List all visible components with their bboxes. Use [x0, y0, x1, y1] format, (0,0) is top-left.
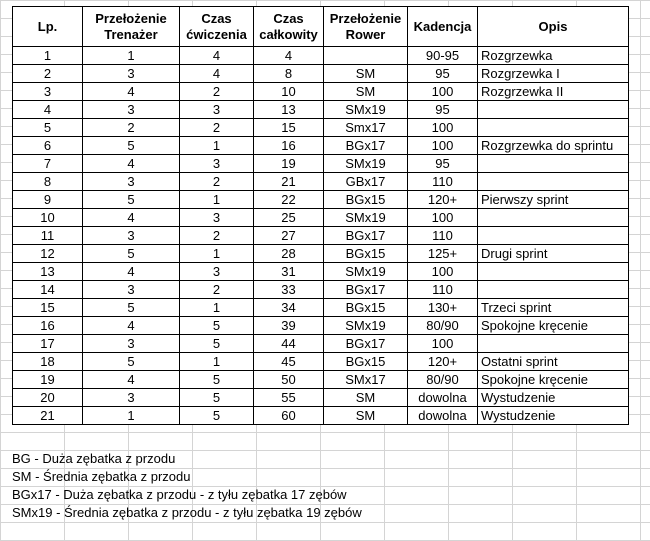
cell-kadencja[interactable]: 120+	[408, 353, 478, 371]
cell-opis[interactable]	[478, 335, 629, 353]
cell-przelozenie-trenazer[interactable]: 5	[83, 137, 180, 155]
table-row	[13, 137, 629, 155]
cell-lp[interactable]: 18	[13, 353, 83, 371]
cell-czas-calkowity[interactable]: 27	[254, 227, 324, 245]
cell-przelozenie-trenazer[interactable]: 5	[83, 245, 180, 263]
cell-czas-calkowity[interactable]: 16	[254, 137, 324, 155]
cell-przelozenie-rower[interactable]: SM	[324, 389, 408, 407]
header-line: Rower	[345, 26, 386, 42]
cell-przelozenie-trenazer[interactable]: 2	[83, 119, 180, 137]
cell-opis[interactable]: Spokojne kręcenie	[478, 371, 629, 389]
cell-czas-cwiczenia[interactable]: 5	[180, 407, 254, 425]
legend-line: BGx17 - Duża zębatka z przodu - z tyłu zębatka 17 zębów	[12, 487, 347, 502]
table-row	[13, 263, 629, 281]
cell-przelozenie-rower[interactable]: SM	[324, 83, 408, 101]
cell-lp[interactable]: 9	[13, 191, 83, 209]
cell-czas-cwiczenia[interactable]: 5	[180, 389, 254, 407]
header-lp	[13, 7, 83, 47]
cell-kadencja[interactable]: 100	[408, 119, 478, 137]
cell-kadencja[interactable]: 95	[408, 101, 478, 119]
cell-lp[interactable]: 1	[13, 47, 83, 65]
header-line: Czas	[201, 10, 232, 26]
cell-przelozenie-rower[interactable]: BGx15	[324, 245, 408, 263]
cell-przelozenie-trenazer[interactable]: 4	[83, 371, 180, 389]
table-row	[13, 371, 629, 389]
table-row	[13, 65, 629, 83]
table-row	[13, 83, 629, 101]
cell-przelozenie-rower[interactable]: Smx17	[324, 119, 408, 137]
header-kadencja	[408, 7, 478, 47]
cell-kadencja[interactable]: 110	[408, 281, 478, 299]
cell-czas-cwiczenia[interactable]: 1	[180, 137, 254, 155]
cell-opis[interactable]	[478, 119, 629, 137]
table-row	[13, 353, 629, 371]
cell-czas-calkowity[interactable]: 25	[254, 209, 324, 227]
cell-przelozenie-rower[interactable]: BGx17	[324, 281, 408, 299]
cell-lp[interactable]: 6	[13, 137, 83, 155]
cell-czas-calkowity[interactable]: 34	[254, 299, 324, 317]
cell-lp[interactable]: 13	[13, 263, 83, 281]
legend-line: SM - Średnia zębatka z przodu	[12, 469, 191, 484]
cell-opis[interactable]	[478, 173, 629, 191]
cell-lp[interactable]: 19	[13, 371, 83, 389]
table-row	[13, 155, 629, 173]
cell-czas-calkowity[interactable]: 55	[254, 389, 324, 407]
cell-kadencja[interactable]: 100	[408, 263, 478, 281]
cell-opis[interactable]: Wystudzenie	[478, 389, 629, 407]
cell-kadencja[interactable]: 100	[408, 137, 478, 155]
cell-czas-cwiczenia[interactable]: 1	[180, 191, 254, 209]
header-line: Kadencja	[413, 18, 472, 34]
cell-lp[interactable]: 17	[13, 335, 83, 353]
table-row	[13, 191, 629, 209]
cell-lp[interactable]: 10	[13, 209, 83, 227]
cell-lp[interactable]: 12	[13, 245, 83, 263]
cell-kadencja[interactable]: dowolna	[408, 407, 478, 425]
cell-opis[interactable]: Trzeci sprint	[478, 299, 629, 317]
cell-lp[interactable]: 21	[13, 407, 83, 425]
cell-przelozenie-rower[interactable]: BGx17	[324, 137, 408, 155]
cell-przelozenie-rower[interactable]: BGx15	[324, 353, 408, 371]
table-row	[13, 317, 629, 335]
cell-lp[interactable]: 8	[13, 173, 83, 191]
cell-kadencja[interactable]: 100	[408, 209, 478, 227]
header-row	[13, 7, 629, 47]
cell-przelozenie-trenazer[interactable]: 3	[83, 281, 180, 299]
cell-przelozenie-trenazer[interactable]: 1	[83, 47, 180, 65]
cell-opis[interactable]: Rozgrzewka do sprintu	[478, 137, 629, 155]
cell-przelozenie-trenazer[interactable]: 5	[83, 299, 180, 317]
cell-kadencja[interactable]: 125+	[408, 245, 478, 263]
table-row	[13, 245, 629, 263]
cell-przelozenie-rower[interactable]: SMx19	[324, 101, 408, 119]
cell-czas-calkowity[interactable]: 31	[254, 263, 324, 281]
cell-kadencja[interactable]: 130+	[408, 299, 478, 317]
cell-przelozenie-trenazer[interactable]: 5	[83, 191, 180, 209]
header-czas-calkowity	[254, 7, 324, 47]
header-line: Opis	[538, 18, 568, 34]
table-row	[13, 335, 629, 353]
table-row	[13, 389, 629, 407]
cell-czas-calkowity[interactable]: 8	[254, 65, 324, 83]
header-przelozenie-rower	[324, 7, 408, 47]
cell-opis[interactable]: Rozgrzewka	[478, 47, 629, 65]
cell-czas-cwiczenia[interactable]: 1	[180, 353, 254, 371]
cell-opis[interactable]	[478, 209, 629, 227]
legend-line: BG - Duża zębatka z przodu	[12, 451, 176, 466]
cell-lp[interactable]: 16	[13, 317, 83, 335]
cell-lp[interactable]: 7	[13, 155, 83, 173]
cell-lp[interactable]: 2	[13, 65, 83, 83]
cell-czas-calkowity[interactable]: 44	[254, 335, 324, 353]
cell-opis[interactable]: Rozgrzewka I	[478, 65, 629, 83]
cell-czas-cwiczenia[interactable]: 4	[180, 47, 254, 65]
cell-przelozenie-rower[interactable]: SM	[324, 65, 408, 83]
cell-przelozenie-trenazer[interactable]: 4	[83, 155, 180, 173]
header-line: całkowity	[259, 26, 318, 42]
table-row	[13, 47, 629, 65]
cell-kadencja[interactable]: dowolna	[408, 389, 478, 407]
cell-przelozenie-rower[interactable]: BGx17	[324, 335, 408, 353]
cell-przelozenie-trenazer[interactable]: 3	[83, 173, 180, 191]
cell-opis[interactable]	[478, 281, 629, 299]
header-przelozenie-trenazer	[83, 7, 180, 47]
cell-lp[interactable]: 15	[13, 299, 83, 317]
cell-przelozenie-rower[interactable]: GBx17	[324, 173, 408, 191]
cell-czas-cwiczenia[interactable]: 3	[180, 101, 254, 119]
cell-opis[interactable]	[478, 101, 629, 119]
table-row	[13, 299, 629, 317]
cell-przelozenie-rower[interactable]: SMx19	[324, 317, 408, 335]
header-czas-cwiczenia	[180, 7, 254, 47]
header-opis	[478, 7, 629, 47]
training-plan-table	[12, 6, 629, 425]
cell-czas-calkowity[interactable]: 13	[254, 101, 324, 119]
cell-czas-cwiczenia[interactable]: 3	[180, 209, 254, 227]
table-row	[13, 101, 629, 119]
cell-przelozenie-trenazer[interactable]: 3	[83, 335, 180, 353]
cell-czas-calkowity[interactable]: 45	[254, 353, 324, 371]
cell-kadencja[interactable]: 110	[408, 227, 478, 245]
cell-przelozenie-rower[interactable]	[324, 47, 408, 65]
cell-kadencja[interactable]: 90-95	[408, 47, 478, 65]
table-header	[13, 7, 629, 47]
cell-przelozenie-trenazer[interactable]: 3	[83, 227, 180, 245]
cell-przelozenie-rower[interactable]: BGx17	[324, 227, 408, 245]
table-row	[13, 119, 629, 137]
cell-czas-cwiczenia[interactable]: 2	[180, 83, 254, 101]
cell-kadencja[interactable]: 80/90	[408, 371, 478, 389]
cell-czas-cwiczenia[interactable]: 5	[180, 335, 254, 353]
table-row	[13, 173, 629, 191]
cell-przelozenie-trenazer[interactable]: 3	[83, 101, 180, 119]
cell-czas-calkowity[interactable]: 10	[254, 83, 324, 101]
cell-przelozenie-rower[interactable]: SMx19	[324, 263, 408, 281]
table-body	[13, 47, 629, 425]
cell-czas-cwiczenia[interactable]: 5	[180, 317, 254, 335]
cell-czas-calkowity[interactable]: 19	[254, 155, 324, 173]
header-line: Przełożenie	[329, 10, 402, 26]
cell-czas-calkowity[interactable]: 4	[254, 47, 324, 65]
cell-opis[interactable]: Pierwszy sprint	[478, 191, 629, 209]
cell-czas-cwiczenia[interactable]: 2	[180, 119, 254, 137]
cell-kadencja[interactable]: 95	[408, 155, 478, 173]
header-line: Lp.	[37, 18, 58, 34]
cell-kadencja[interactable]: 100	[408, 83, 478, 101]
cell-lp[interactable]: 11	[13, 227, 83, 245]
cell-opis[interactable]	[478, 263, 629, 281]
cell-opis[interactable]	[478, 155, 629, 173]
cell-przelozenie-rower[interactable]: SMx19	[324, 155, 408, 173]
table-row	[13, 209, 629, 227]
table-row	[13, 227, 629, 245]
cell-czas-cwiczenia[interactable]: 3	[180, 155, 254, 173]
cell-przelozenie-trenazer[interactable]: 4	[83, 263, 180, 281]
cell-opis[interactable]: Wystudzenie	[478, 407, 629, 425]
cell-kadencja[interactable]: 100	[408, 335, 478, 353]
header-line: Czas	[273, 10, 304, 26]
legend-line: SMx19 - Średnia zębatka z przodu - z tyłu zębatka 19 zębów	[12, 505, 362, 520]
cell-czas-cwiczenia[interactable]: 1	[180, 299, 254, 317]
cell-przelozenie-rower[interactable]: SMx17	[324, 371, 408, 389]
cell-lp[interactable]: 20	[13, 389, 83, 407]
cell-przelozenie-trenazer[interactable]: 4	[83, 317, 180, 335]
cell-kadencja[interactable]: 80/90	[408, 317, 478, 335]
cell-czas-calkowity[interactable]: 33	[254, 281, 324, 299]
cell-przelozenie-trenazer[interactable]: 3	[83, 389, 180, 407]
cell-lp[interactable]: 5	[13, 119, 83, 137]
header-line: ćwiczenia	[186, 26, 247, 42]
cell-czas-cwiczenia[interactable]: 1	[180, 245, 254, 263]
cell-opis[interactable]: Spokojne kręcenie	[478, 317, 629, 335]
legend	[12, 450, 362, 522]
cell-przelozenie-trenazer[interactable]: 5	[83, 353, 180, 371]
cell-przelozenie-trenazer[interactable]: 1	[83, 407, 180, 425]
header-line: Trenażer	[104, 26, 158, 42]
cell-kadencja[interactable]: 110	[408, 173, 478, 191]
cell-czas-calkowity[interactable]: 60	[254, 407, 324, 425]
cell-czas-calkowity[interactable]: 15	[254, 119, 324, 137]
cell-opis[interactable]: Drugi sprint	[478, 245, 629, 263]
cell-przelozenie-trenazer[interactable]: 4	[83, 209, 180, 227]
cell-lp[interactable]: 3	[13, 83, 83, 101]
cell-czas-calkowity[interactable]: 21	[254, 173, 324, 191]
cell-przelozenie-rower[interactable]: BGx15	[324, 191, 408, 209]
cell-czas-calkowity[interactable]: 39	[254, 317, 324, 335]
cell-przelozenie-rower[interactable]: BGx15	[324, 299, 408, 317]
table-row	[13, 281, 629, 299]
header-line: Przełożenie	[95, 10, 167, 26]
cell-opis[interactable]: Ostatni sprint	[478, 353, 629, 371]
cell-opis[interactable]	[478, 227, 629, 245]
cell-czas-cwiczenia[interactable]: 2	[180, 281, 254, 299]
cell-czas-calkowity[interactable]: 28	[254, 245, 324, 263]
cell-czas-cwiczenia[interactable]: 4	[180, 65, 254, 83]
cell-czas-calkowity[interactable]: 50	[254, 371, 324, 389]
cell-przelozenie-rower[interactable]: SMx19	[324, 209, 408, 227]
cell-kadencja[interactable]: 95	[408, 65, 478, 83]
cell-opis[interactable]: Rozgrzewka II	[478, 83, 629, 101]
cell-przelozenie-rower[interactable]: SM	[324, 407, 408, 425]
cell-czas-calkowity[interactable]: 22	[254, 191, 324, 209]
table-row	[13, 407, 629, 425]
cell-czas-cwiczenia[interactable]: 2	[180, 227, 254, 245]
cell-czas-cwiczenia[interactable]: 5	[180, 371, 254, 389]
cell-lp[interactable]: 4	[13, 101, 83, 119]
cell-czas-cwiczenia[interactable]: 2	[180, 173, 254, 191]
cell-lp[interactable]: 14	[13, 281, 83, 299]
cell-przelozenie-trenazer[interactable]: 3	[83, 65, 180, 83]
cell-przelozenie-trenazer[interactable]: 4	[83, 83, 180, 101]
cell-kadencja[interactable]: 120+	[408, 191, 478, 209]
cell-czas-cwiczenia[interactable]: 3	[180, 263, 254, 281]
